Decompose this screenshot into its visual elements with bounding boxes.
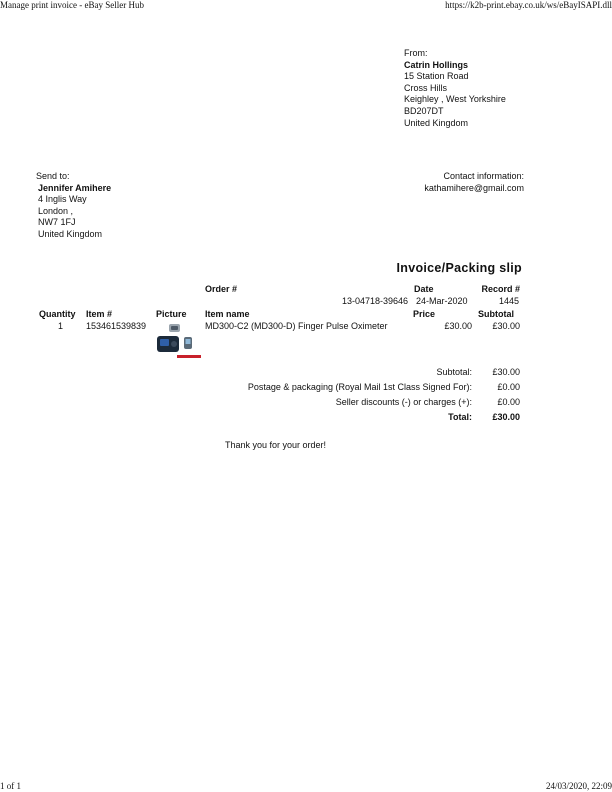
totals-subtotal-label: Subtotal: xyxy=(436,367,472,377)
column-subtotal: Subtotal xyxy=(478,309,514,319)
totals-total-value: £30.00 xyxy=(492,412,520,422)
send-to-line-1: 4 Inglis Way xyxy=(38,194,87,205)
send-to-label: Send to: xyxy=(36,171,70,181)
order-number-label: Order # xyxy=(205,284,238,294)
item-subtotal: £30.00 xyxy=(492,321,520,331)
contact-email: kathamihere@gmail.com xyxy=(424,182,524,193)
send-to-name: Jennifer Amihere xyxy=(38,182,112,193)
send-to-line-3: NW7 1FJ xyxy=(38,217,76,228)
product-picture xyxy=(155,322,201,362)
send-to-line-4: United Kingdom xyxy=(38,228,103,239)
item-number: 153461539839 xyxy=(86,321,147,331)
totals-postage-value: £0.00 xyxy=(497,382,520,392)
from-name: Catrin Hollings xyxy=(404,59,469,70)
totals-discounts-value: £0.00 xyxy=(497,397,520,407)
column-picture: Picture xyxy=(156,309,187,319)
column-price: Price xyxy=(413,309,436,319)
item-name: MD300-C2 (MD300-D) Finger Pulse Oximeter xyxy=(205,321,388,331)
column-quantity: Quantity xyxy=(39,309,76,319)
from-address-block xyxy=(404,48,584,129)
send-to-address-block xyxy=(36,171,216,241)
column-item-name: Item name xyxy=(205,309,250,319)
item-quantity: 1 xyxy=(57,321,63,331)
print-header-title: Manage print invoice - eBay Seller Hub xyxy=(0,0,144,10)
record-number-label: Record # xyxy=(481,284,520,294)
from-label: From: xyxy=(404,48,428,58)
print-footer-timestamp: 24/03/2020, 22:09 xyxy=(545,781,612,791)
totals-subtotal-value: £30.00 xyxy=(492,367,520,377)
invoice-title: Invoice/Packing slip xyxy=(396,261,522,275)
totals-total-label: Total: xyxy=(448,412,472,422)
contact-block xyxy=(324,171,524,194)
print-footer-page-counter: 1 of 1 xyxy=(0,781,21,791)
totals-discounts-label: Seller discounts (-) or charges (+): xyxy=(335,397,472,407)
record-number-value: 1445 xyxy=(498,296,519,306)
from-line-3: Keighley , West Yorkshire xyxy=(404,94,506,105)
thank-you-message: Thank you for your order! xyxy=(225,440,327,450)
totals-postage-label: Postage & packaging (Royal Mail 1st Class Signed For): xyxy=(247,382,472,392)
date-label: Date xyxy=(414,284,434,294)
column-item-number: Item # xyxy=(86,309,113,319)
send-to-line-2: London , xyxy=(38,205,74,216)
print-header-url: https://k2b-print.ebay.co.uk/ws/eBayISAPI.dll xyxy=(445,0,612,10)
order-date-value: 24-Mar-2020 xyxy=(416,296,468,306)
from-line-2: Cross Hills xyxy=(404,82,448,93)
item-price: £30.00 xyxy=(444,321,472,331)
from-line-5: United Kingdom xyxy=(404,117,469,128)
order-number-value: 13-04718-39646 xyxy=(341,296,408,306)
contact-label: Contact information: xyxy=(443,171,524,181)
from-line-1: 15 Station Road xyxy=(404,71,469,82)
from-line-4: BD207DT xyxy=(404,105,444,116)
